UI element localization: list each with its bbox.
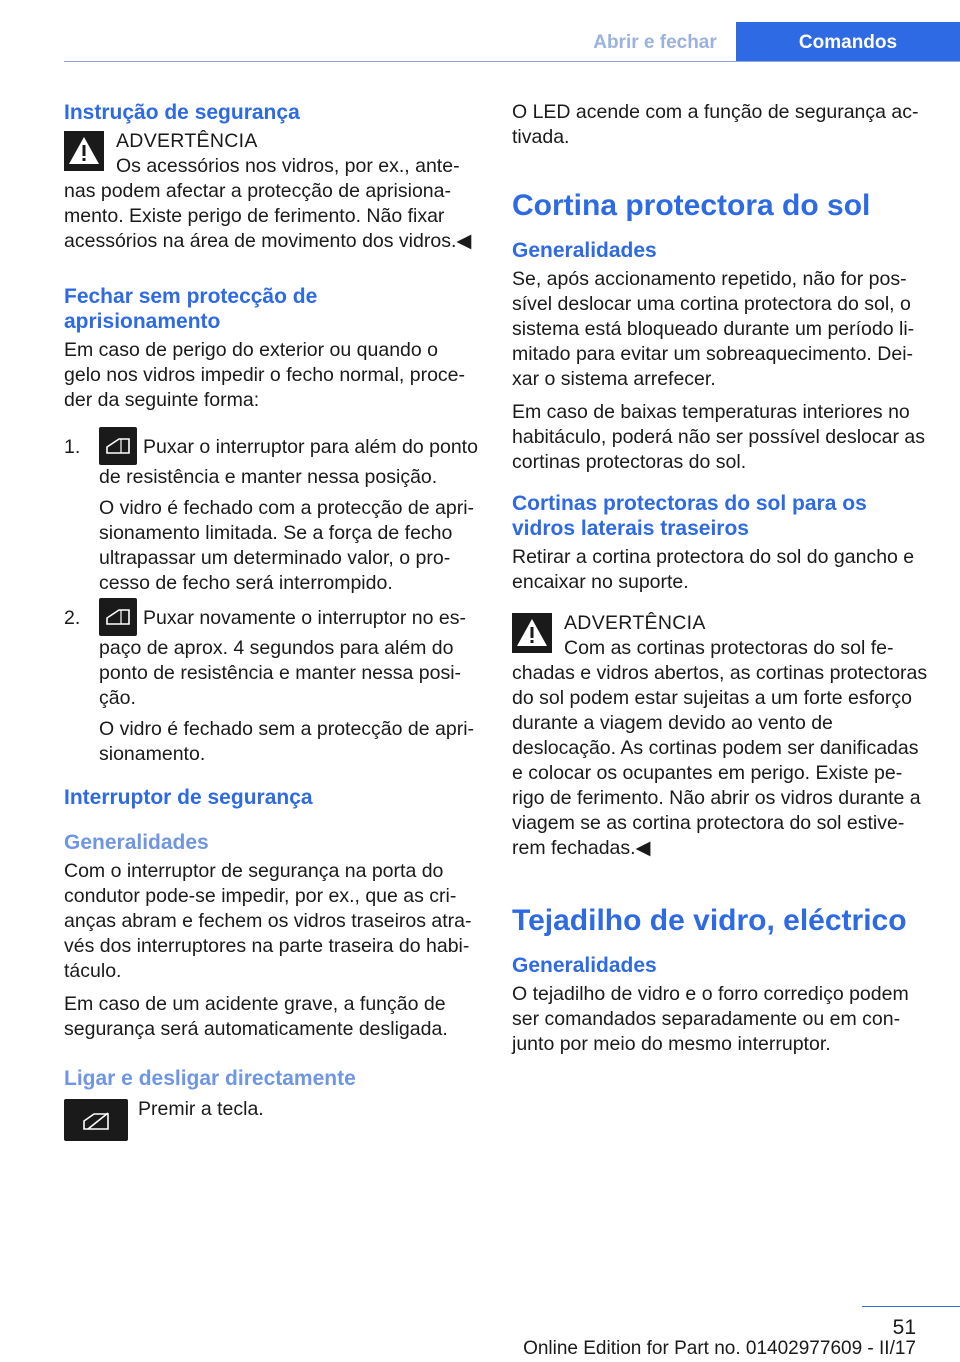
paragraph-intro: Em caso de perigo do exterior ou quando o gelo nos vidros impedir o fecho normal, proceder da seguinte forma: bbox=[64, 339, 466, 411]
window-switch-icon bbox=[99, 598, 137, 636]
heading-sun-blind: Cortina protectora do sol bbox=[512, 189, 871, 222]
warning-title: ADVERTÊNCIA bbox=[116, 130, 258, 152]
tab-abrir-e-fechar[interactable]: Abrir e fechar bbox=[575, 22, 735, 62]
tab-comandos[interactable]: Comandos bbox=[736, 22, 960, 62]
heading-safety-instruction: Instrução de segurança bbox=[64, 101, 300, 124]
heading-glass-roof: Tejadilho de vidro, eléctrico bbox=[512, 904, 907, 937]
paragraph-press-key: Premir a tecla. bbox=[138, 1098, 264, 1120]
heading-toggle-directly: Ligar e desligar directamente bbox=[64, 1067, 356, 1090]
paragraph-roof: O tejadilho de vidro e o forro corrediço podem ser comandados separadamente ou em conjunto por meio do mesmo interruptor. bbox=[512, 983, 909, 1055]
heading-general: Generalidades bbox=[512, 954, 657, 977]
page-header bbox=[0, 0, 960, 62]
warning-text: Com as cortinas protectoras do sol fechadas e vidros abertos, as cortinas protectoras do sol podem estar sujeitas a um forte esforço durante a viagem devido ao vento de deslocação. As cortinas podem ser danificadas e colocar os ocupantes em perigo. Existe perigo de ferimento. Não abrir os vidros durante a viagem se as cortina protectora do sol estiverem fechadas.◀ bbox=[512, 637, 928, 859]
warning-triangle-icon bbox=[64, 131, 104, 171]
heading-general: Generalidades bbox=[64, 831, 209, 854]
step-text: Puxar novamente o interruptor no espaço de aprox. 4 segundos para além do ponto de resistência e manter nessa posição. bbox=[99, 607, 467, 709]
step-number: 1. bbox=[64, 436, 81, 458]
page-number: 51 bbox=[892, 1316, 916, 1339]
footer-edition: Online Edition for Part no. 01402977609 - II/17 bbox=[523, 1338, 916, 1359]
heading-rear-sun-blinds: Cortinas protectoras do sol para os vidros laterais traseiros bbox=[512, 492, 867, 540]
warning-block-2 bbox=[512, 611, 928, 861]
step-text: Puxar o interruptor para além do ponto de resistência e manter nessa posição. bbox=[99, 436, 478, 488]
list-item bbox=[64, 435, 478, 596]
right-column bbox=[512, 100, 928, 1065]
step-note: O vidro é fechado com a protecção de aprisionamento limitada. Se a força de fecho ultrapassar um determinado valor, o processo de fecho será interrompido. bbox=[99, 497, 475, 594]
paragraph-rear: Retirar a cortina protectora do sol do gancho e encaixar no suporte. bbox=[512, 546, 915, 593]
paragraph-switch-1: Com o interruptor de segurança na porta do condutor pode-se impedir, por ex., que as crianças abram e fechem os vidros traseiros através dos interruptores na parte traseira do habitáculo. bbox=[64, 860, 472, 982]
window-switch-icon bbox=[99, 427, 137, 465]
step-note: O vidro é fechado sem a protecção de aprisionamento. bbox=[99, 718, 475, 765]
left-column bbox=[64, 100, 478, 1141]
heading-safety-switch: Interruptor de segurança bbox=[64, 786, 313, 809]
list-item bbox=[64, 606, 478, 767]
warning-title: ADVERTÊNCIA bbox=[564, 612, 706, 634]
paragraph-sun-1: Se, após accionamento repetido, não for possível deslocar uma cortina protectora do sol, o sistema está bloqueado durante um período limitado para evitar um sobreaquecimento. Deixar o sistema arrefecer. bbox=[512, 268, 915, 390]
warning-text: Os acessórios nos vidros, por ex., antenas podem afectar a protecção de aprisionamento. Existe perigo de ferimento. Não fixar acessórios na área de movimento dos vidros.◀ bbox=[64, 155, 472, 252]
heading-general: Generalidades bbox=[512, 239, 657, 262]
heading-close-without-protection: Fechar sem protecção de aprisionamento bbox=[64, 285, 318, 333]
child-lock-button-icon bbox=[64, 1099, 128, 1141]
footer-rule bbox=[862, 1306, 960, 1307]
paragraph-switch-2: Em caso de um acidente grave, a função de segurança será automaticamente desligada. bbox=[64, 993, 448, 1040]
header-rule bbox=[64, 61, 960, 62]
warning-block-1 bbox=[64, 129, 478, 254]
step-number: 2. bbox=[64, 607, 81, 629]
steps-list bbox=[64, 435, 478, 767]
paragraph-led: O LED acende com a função de segurança activada. bbox=[512, 101, 919, 148]
paragraph-sun-2: Em caso de baixas temperaturas interiores no habitáculo, poderá não ser possível deslocar as cortinas protectoras do sol. bbox=[512, 401, 926, 473]
warning-triangle-icon bbox=[512, 613, 552, 653]
